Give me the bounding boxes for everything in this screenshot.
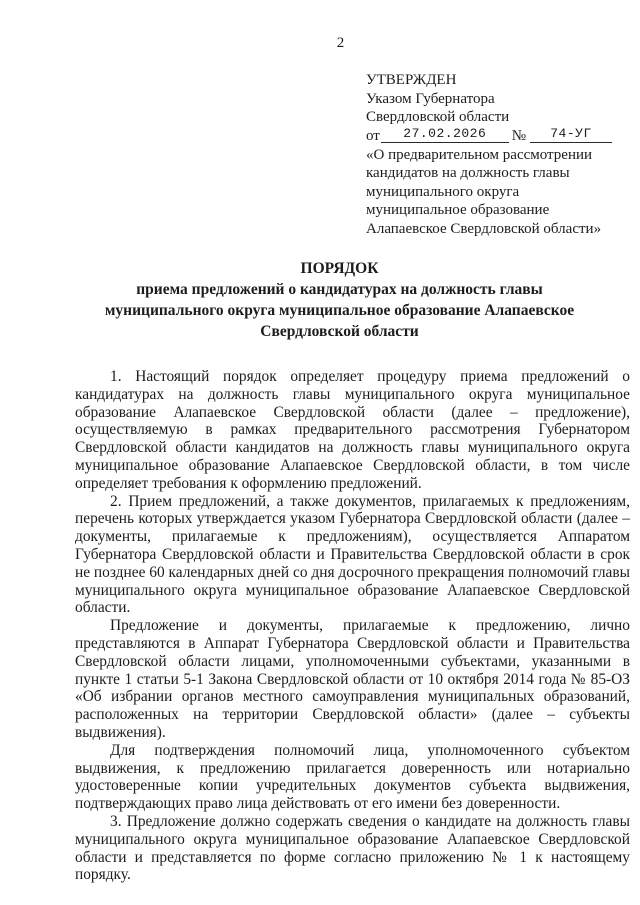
body-paragraph: Предложение и документы, прилагаемые к предложению, лично представляются в Аппарат Губернатора Свердловской области и Правительства Свердловской области лицами, уполномоченными субъектами, указанными в пункте 1 статьи 5-1 Закона Свердловской области от 10 октября 2014 года № 85-ОЗ «Об избрании органов местного самоуправления муниципальных образований, расположенных на территории Свердловской области» (далее – субъекты выдвижения).	[75, 617, 630, 741]
quote-line: кандидатов на должность главы	[366, 165, 570, 181]
approval-authority-line: Свердловской области	[366, 109, 510, 125]
approval-date-value: 27.02.2026	[403, 125, 487, 141]
body-paragraph: 1. Настоящий порядок определяет процедуру приема предложений о кандидатурах на должность главы муниципального округа муниципальное образование Алапаевское Свердловской области (далее – предложение), осуществляемую в рамках предварительного рассмотрения Губернатором Свердловской области кандидатов на должность главы муниципального округа муниципальное образование Алапаевское Свердловской области, в том числе определяет требования к оформлению предложений.	[75, 368, 630, 492]
approval-quote	[366, 146, 612, 239]
body-paragraph: 3. Предложение должно содержать сведения о кандидате на должность главы муниципального округа муниципальное образование Алапаевское Свердловской области и представляется по форме согласно приложению № 1 к настоящему порядку.	[75, 812, 630, 884]
quote-line: Алапаевское Свердловской области»	[366, 220, 602, 237]
date-prefix-label: от	[366, 128, 380, 144]
body-paragraph: Для подтверждения полномочий лица, уполномоченного субъектом выдвижения, к предложению прилагается доверенность или нотариально удостоверенные копии учредительных документов субъекта выдвижения, подтверждающих право лица действовать от его имени без доверенности.	[75, 741, 630, 813]
document-body	[75, 368, 630, 884]
quote-line: «О предварительном рассмотрении	[366, 146, 593, 163]
number-underline	[530, 127, 612, 143]
page-content	[75, 34, 630, 884]
approval-number-value: 74-УГ	[550, 125, 592, 141]
approval-date-line	[366, 127, 612, 146]
approval-stamp	[366, 71, 612, 238]
body-paragraph: 2. Прием предложений, а также документов, прилагаемых к предложениям, перечень которых утверждается указом Губернатора Свердловской области (далее – документы, прилагаемые к предложениям), осуществляется Аппаратом Губернатора Свердловской области и Правительства Свердловской области в срок не позднее 60 календарных дней со дня досрочного прекращения полномочий главы муниципального округа муниципальное образование Алапаевское Свердловской области.	[75, 492, 630, 617]
document-title	[87, 258, 592, 342]
date-underline	[381, 127, 509, 143]
title-subtitle: приема предложений о кандидатурах на должность главы муниципального округа муниципальное образование Алапаевское Свердловской области	[104, 281, 575, 340]
quote-line: муниципальное образование	[366, 202, 550, 218]
approval-status-label: УТВЕРЖДЕН	[366, 72, 457, 88]
quote-line: муниципального округа	[366, 183, 520, 200]
approval-authority-line: Указом Губернатора	[366, 90, 495, 107]
page-number: 2	[336, 35, 345, 51]
title-heading: ПОРЯДОК	[300, 260, 379, 277]
number-sign-label: №	[511, 128, 526, 144]
